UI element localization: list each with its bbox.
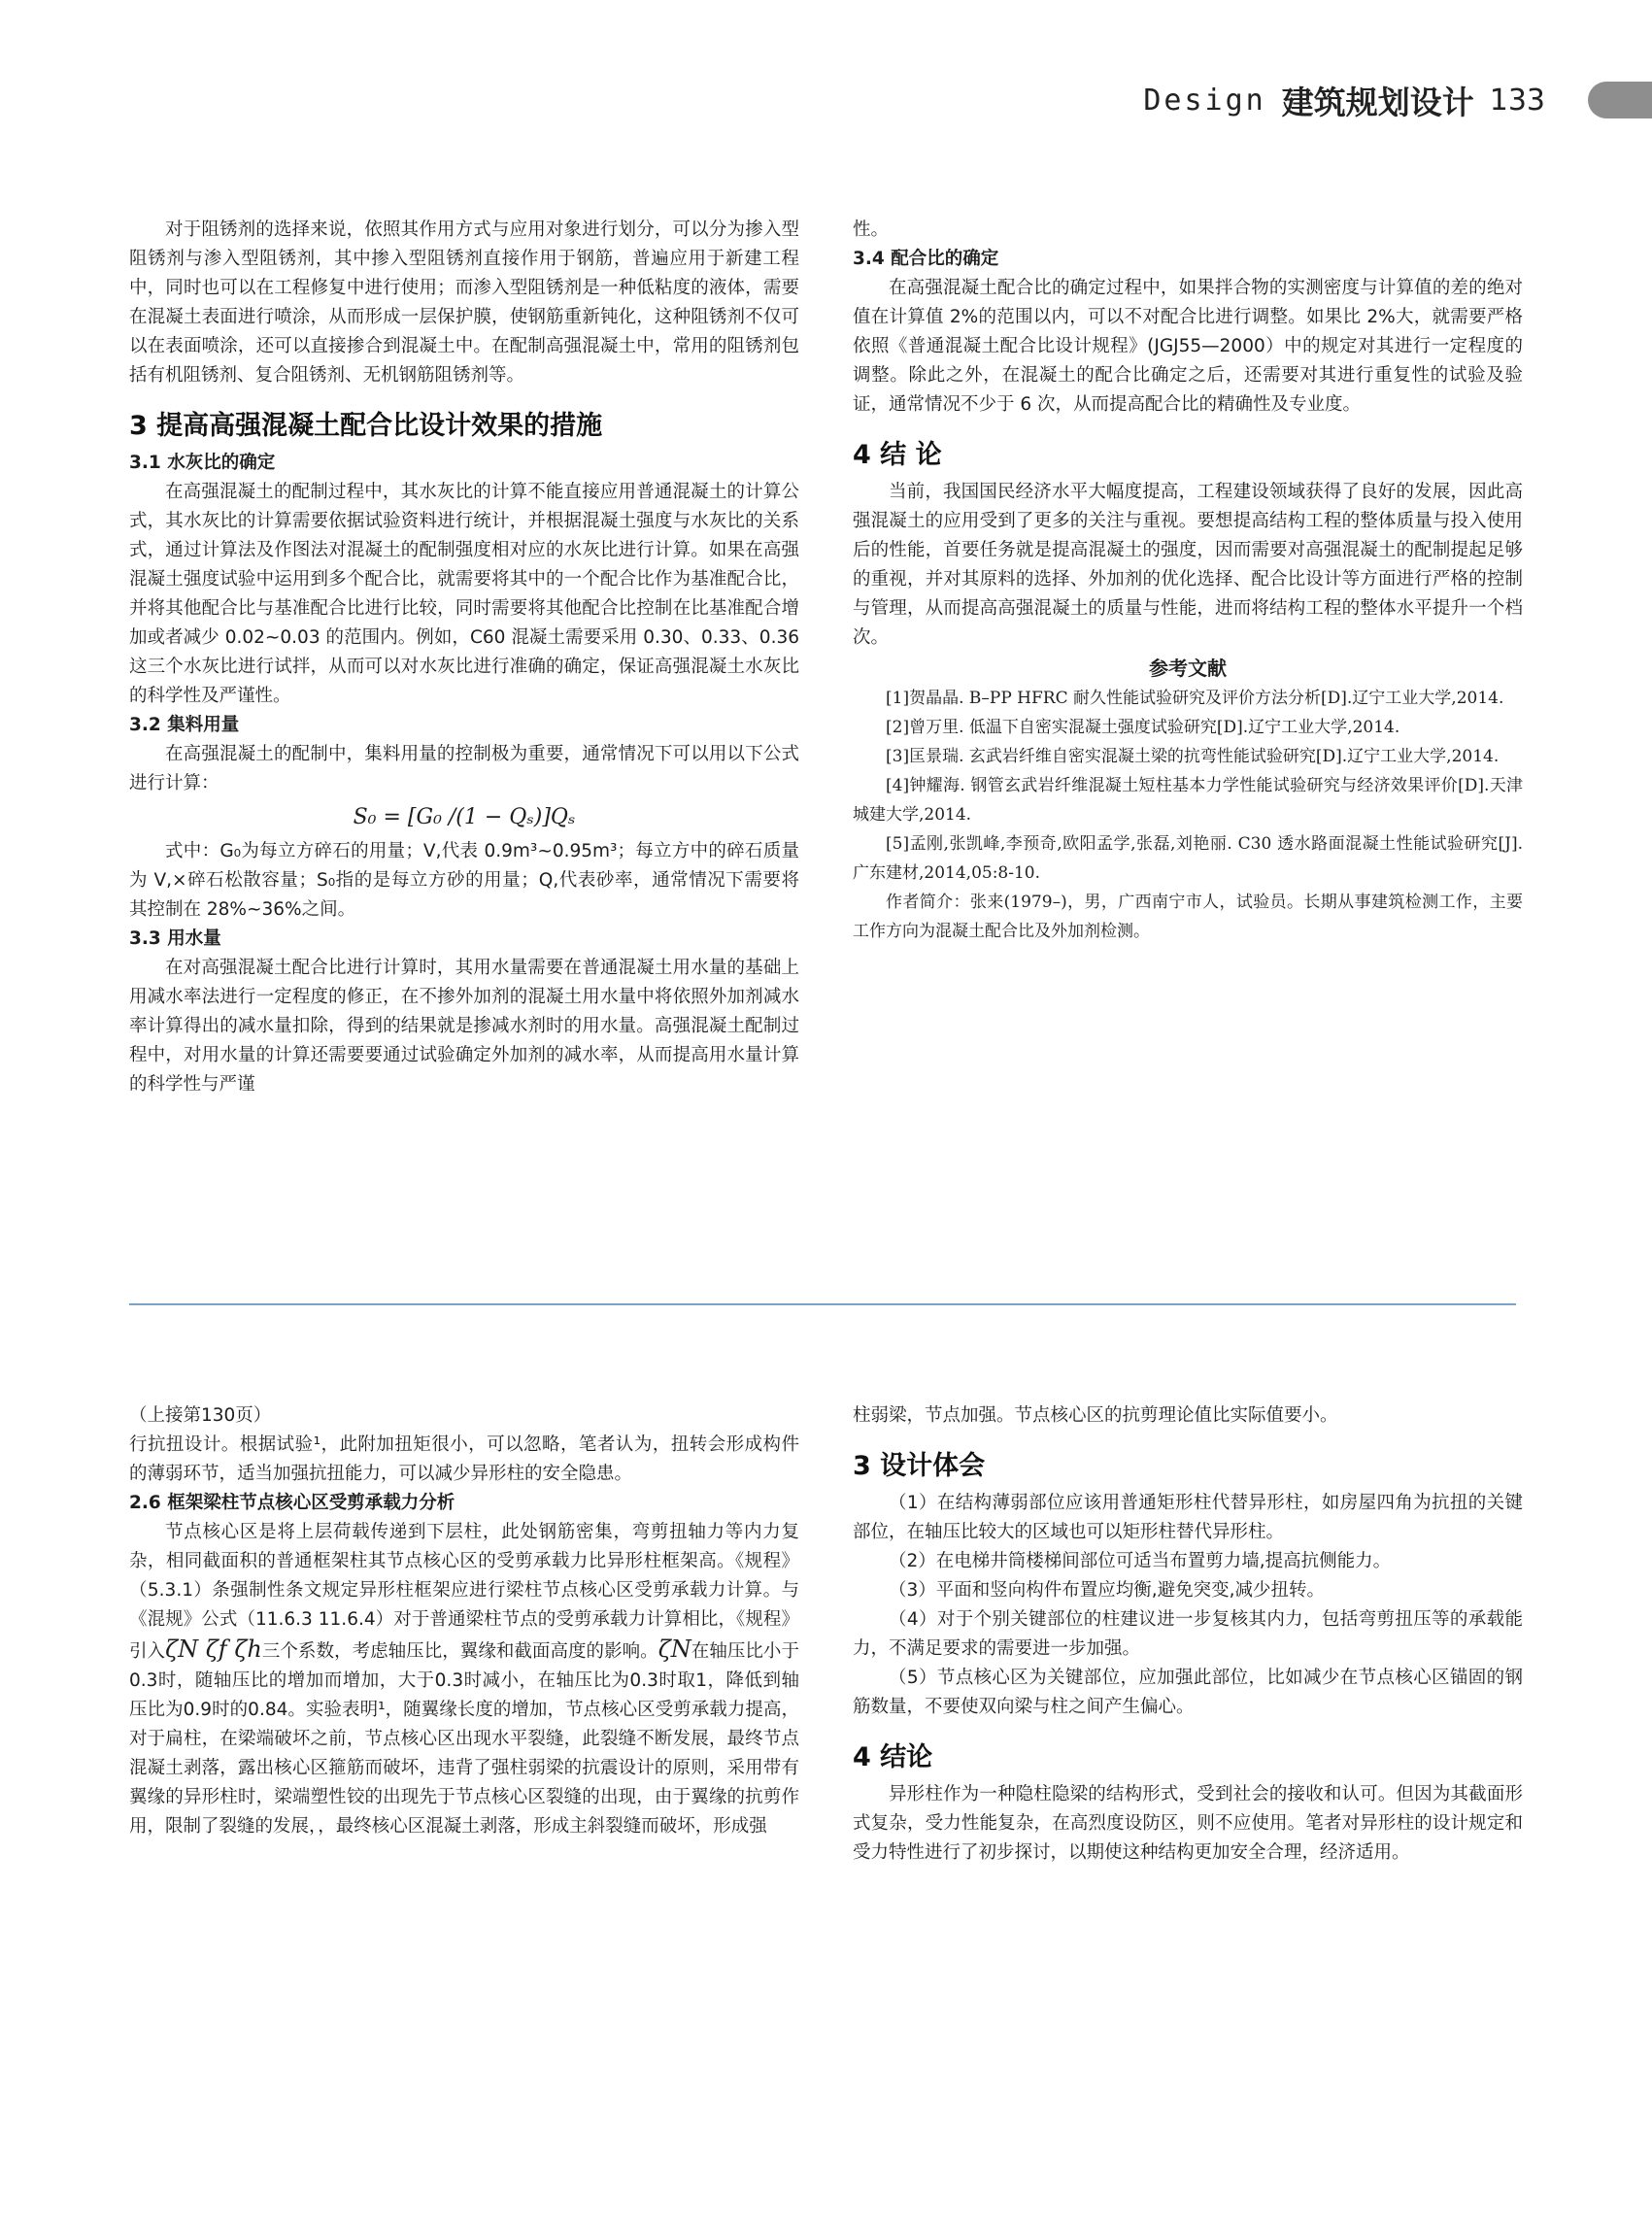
continued-paragraph: 行抗扭设计。根据试验¹，此附加扭矩很小，可以忽略，笔者认为，扭转会形成构件的薄弱环节，适当加强抗扭能力，可以减少异形柱的安全隐患。 bbox=[129, 1434, 799, 1484]
header-design-word: Design bbox=[1143, 83, 1266, 118]
list-item: （3）平面和竖向构件布置应均衡,避免突变,减少扭转。 bbox=[889, 1580, 1326, 1601]
paragraph-text: 三个系数，考虑轴压比，翼缘和截面高度的影响。 bbox=[261, 1641, 658, 1662]
article-divider bbox=[129, 1303, 1516, 1305]
continued-text: 柱弱梁，节点加强。节点核心区的抗剪理论值比实际值要小。 bbox=[853, 1405, 1338, 1426]
lower-right-column bbox=[853, 1401, 1523, 2178]
subsection-3-1-heading: 3.1 水灰比的确定 bbox=[129, 453, 276, 473]
header-tab-decoration bbox=[1588, 82, 1652, 118]
upper-right-column bbox=[853, 216, 1523, 1245]
subsection-2-6-heading: 2.6 框架梁柱节点核心区受剪承载力分析 bbox=[129, 1493, 455, 1513]
section-4-heading: 4 结论 bbox=[853, 1742, 933, 1772]
zeta-coefficients: ζN ζf ζh bbox=[165, 1636, 262, 1663]
list-item: （1）在结构薄弱部位应该用普通矩形柱代替异形柱，如房屋四角为抗扭的关键部位，在轴压比较大的区域也可以矩形柱替代异形柱。 bbox=[853, 1493, 1523, 1542]
section-3-heading: 3 提高高强混凝土配合比设计效果的措施 bbox=[129, 411, 603, 441]
subsection-3-3-paragraph: 在对高强混凝土配合比进行计算时，其用水量需要在普通混凝土用水量的基础上用减水率法进行一定程度的修正，在不掺外加剂的混凝土用水量中将依照外加剂减水率计算得出的减水量扣除，得到的结果就是掺减水剂时的用水量。高强混凝土配制过程中，对用水量的计算还需要要通过试验确定外加剂的减水率，从而提高用水量计算的科学性与严谨 bbox=[129, 958, 799, 1095]
subsection-3-4-heading: 3.4 配合比的确定 bbox=[853, 249, 999, 269]
subsection-3-4-paragraph: 在高强混凝土配合比的确定过程中，如果拌合物的实测密度与计算值的差的绝对值在计算值 2%的范围以内，可以不对配合比进行调整。如果比 2%大，就需要严格依照《普通混凝土配合比设计规程》(JGJ55—2000）中的规定对其进行一定程度的调整。除此之外，在混凝土的配合比确定之后，还需要对其进行重复性的试验及验证，通常情况不少于 6 次，从而提高配合比的精确性及专业度。 bbox=[853, 278, 1523, 415]
upper-left-column bbox=[129, 216, 799, 1245]
continued-text: 性。 bbox=[853, 219, 890, 240]
author-bio: 作者简介：张来(1979–)，男，广西南宁市人，试验员。长期从事建筑检测工作，主要工作方向为混凝土配合比及外加剂检测。 bbox=[853, 893, 1523, 941]
subsection-3-3-heading: 3.3 用水量 bbox=[129, 928, 221, 949]
references-heading: 参考文献 bbox=[1149, 657, 1227, 680]
lower-left-column bbox=[129, 1401, 799, 2178]
page-number: 133 bbox=[1489, 83, 1545, 118]
zeta-n-symbol: ζN bbox=[657, 1636, 691, 1663]
subsection-3-2-heading: 3.2 集料用量 bbox=[129, 715, 240, 735]
list-item: （2）在电梯井筒楼梯间部位可适当布置剪力墙,提高抗侧能力。 bbox=[889, 1551, 1392, 1571]
section-3-heading: 3 设计体会 bbox=[853, 1451, 986, 1481]
subsection-3-1-paragraph: 在高强混凝土的配制过程中，其水灰比的计算不能直接应用普通混凝土的计算公式，其水灰比的计算需要依据试验资料进行统计，并根据混凝土强度与水灰比的关系式，通过计算法及作图法对混凝土的配制强度相对应的水灰比进行计算。如果在高强混凝土强度试验中运用到多个配合比，就需要将其中的一个配合比作为基准配合比，并将其他配合比与基准配合比进行比较，同时需要将其他配合比控制在比基准配合增加或者减少 0.02~0.03 的范围内。例如，C60 混凝土需要采用 0.30、0.33、0.36 这三个水灰比进行试拌，从而可以对水灰比进行准确的确定，保证高强混凝土水灰比的科学性及严谨性。 bbox=[129, 482, 799, 706]
paragraph-text: 在轴压比小于0.3时，随轴压比的增加而增加，大于0.3时减小，在轴压比为0.3时取1，降低到轴压比为0.9时的0.84。实验表明¹，随翼缘长度的增加，节点核心区受剪承载力提高，对于扁柱，在梁端破坏之前，节点核心区出现水平裂缝，此裂缝不断发展，最终节点混凝土剥落，露出核心区箍筋而破坏，违背了强柱弱梁的抗震设计的原则，采用带有翼缘的异形柱时，梁端塑性铰的出现先于节点核心区裂缝的出现，由于翼缘的抗剪作用，限制了裂缝的发展，，最终核心区混凝土剥落，形成主斜裂缝而破坏，形成强 bbox=[129, 1641, 799, 1837]
intro-paragraph: 对于阻锈剂的选择来说，依照其作用方式与应用对象进行划分，可以分为掺入型阻锈剂与渗入型阻锈剂，其中掺入型阻锈剂直接作用于钢筋，普遍应用于新建工程中，同时也可以在工程修复中进行使用；而渗入型阻锈剂是一种低粘度的液体，需要在混凝土表面进行喷涂，从而形成一层保护膜，使钢筋重新钝化，这种阻锈剂不仅可以在表面喷涂，还可以直接掺合到混凝土中。在配制高强混凝土中，常用的阻锈剂包括有机阻锈剂、复合阻锈剂、无机钢筋阻锈剂等。 bbox=[129, 219, 799, 386]
paragraph-text: 节点核心区是将上层荷载传递到下层柱，此处钢筋密集，弯剪扭轴力等内力复杂，相同截面积的普通框架柱其节点核心区的受剪承载力比异形柱框架高。《规程》（5.3.1）条强制性条文规定异形柱框架应进行梁柱节点核心区受剪承载力计算。与《混规》公式（11.6.3 11.6.4）对于普通梁柱节点的受剪承载力计算相比，《规程》引入 bbox=[129, 1522, 799, 1662]
running-header bbox=[1143, 76, 1545, 124]
section-4-heading: 4 结 论 bbox=[853, 440, 942, 470]
continued-from-note: （上接第130页） bbox=[129, 1405, 272, 1426]
reference-item: [5]孟刚,张凯峰,李预奇,欧阳孟学,张磊,刘艳丽. C30 透水路面混凝土性能试验研究[J]. 广东建材,2014,05:8-10. bbox=[853, 834, 1523, 883]
reference-item: [2]曾万里. 低温下自密实混凝土强度试验研究[D].辽宁工业大学,2014. bbox=[886, 718, 1400, 737]
formula-note: 式中：G₀为每立方碎石的用量；V,代表 0.9m³~0.95m³；每立方中的碎石质量为 V,×碎石松散容量；S₀指的是每立方砂的用量；Q,代表砂率，通常情况下需要将其控制在 28%~36%之间。 bbox=[129, 841, 799, 920]
subsection-3-2-paragraph: 在高强混凝土的配制中，集料用量的控制极为重要，通常情况下可以用以下公式进行计算： bbox=[129, 744, 799, 793]
reference-item: [1]贺晶晶. B–PP HFRC 耐久性能试验研究及评价方法分析[D].辽宁工业大学,2014. bbox=[886, 689, 1504, 708]
reference-item: [3]匡景瑞. 玄武岩纤维自密实混凝土梁的抗弯性能试验研究[D].辽宁工业大学,2014. bbox=[886, 747, 1500, 766]
reference-item: [4]钟耀海. 钢管玄武岩纤维混凝土短柱基本力学性能试验研究与经济效果评价[D].天津城建大学,2014. bbox=[853, 776, 1523, 825]
header-section-title: 建筑规划设计 bbox=[1281, 83, 1474, 121]
aggregate-formula: S₀ = [G₀ /(1 − Qₛ)]Qₛ bbox=[353, 805, 576, 829]
list-item: （4）对于个别关键部位的柱建议进一步复核其内力，包括弯剪扭压等的承载能力，不满足要求的需要进一步加强。 bbox=[853, 1609, 1523, 1659]
conclusion-paragraph: 异形柱作为一种隐柱隐梁的结构形式，受到社会的接收和认可。但因为其截面形式复杂，受力性能复杂，在高烈度设防区，则不应使用。笔者对异形柱的设计规定和受力特性进行了初步探讨，以期使这种结构更加安全合理，经济适用。 bbox=[853, 1784, 1523, 1863]
subsection-2-6-paragraph bbox=[129, 1518, 799, 1841]
conclusion-paragraph: 当前，我国国民经济水平大幅度提高，工程建设领域获得了良好的发展，因此高强混凝土的应用受到了更多的关注与重视。要想提高结构工程的整体质量与投入使用后的性能，首要任务就是提高混凝土的强度，因而需要对高强混凝土的配制提起足够的重视，并对其原料的选择、外加剂的优化选择、配合比设计等方面进行严格的控制与管理，从而提高高强混凝土的质量与性能，进而将结构工程的整体水平提升一个档次。 bbox=[853, 482, 1523, 648]
list-item: （5）节点核心区为关键部位，应加强此部位，比如减少在节点核心区锚固的钢筋数量，不要使双向梁与柱之间产生偏心。 bbox=[853, 1668, 1523, 1717]
